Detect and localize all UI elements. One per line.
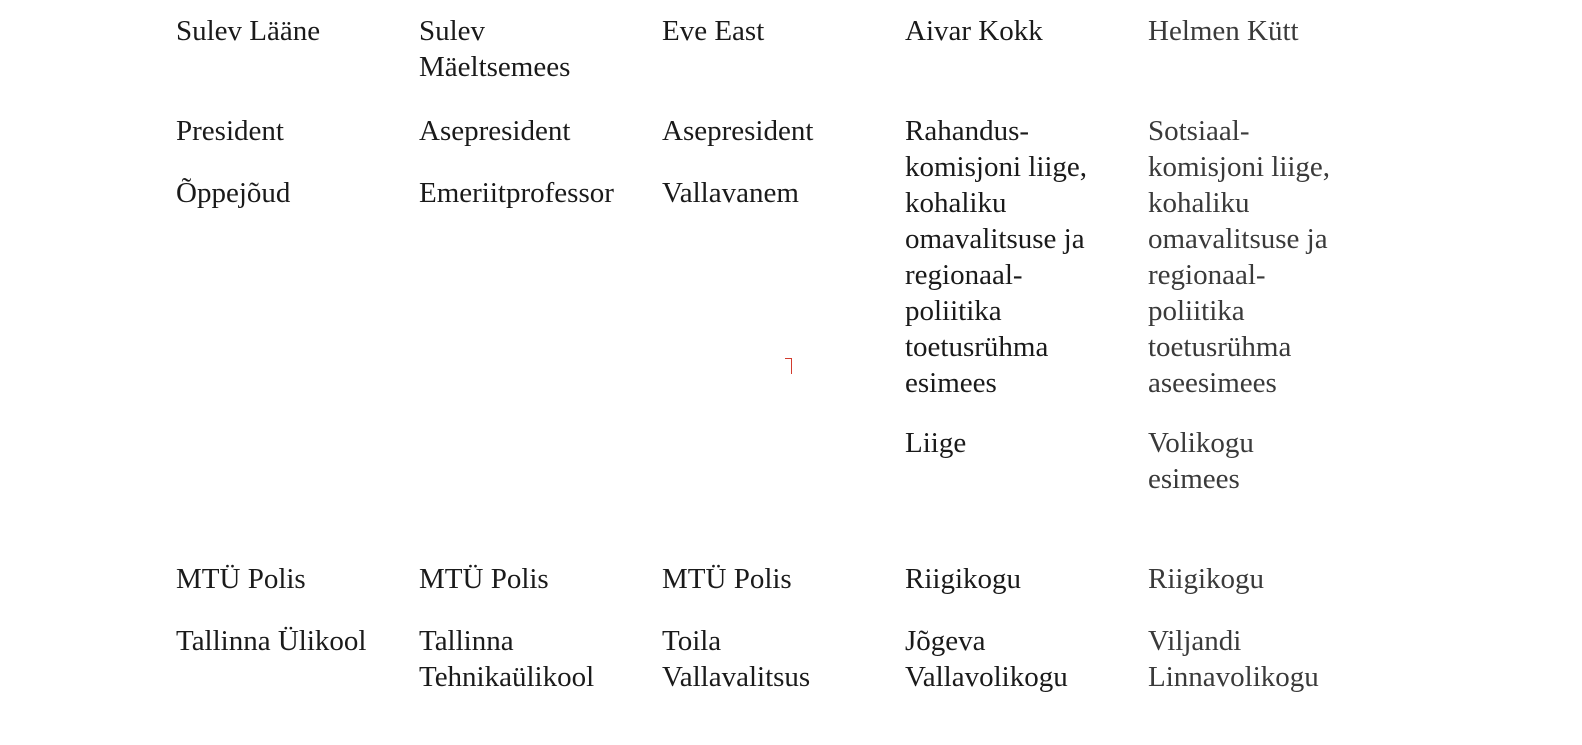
- person-organization: Riigikogu: [1148, 563, 1265, 595]
- person-council-role: Volikogu esimees: [1148, 427, 1254, 495]
- person-workplace: Tallinna Tehnikaülikool: [419, 625, 595, 693]
- person-workplace: Viljandi Linnavolikogu: [1148, 625, 1319, 693]
- person-role: Sotsiaal- komisjoni liige, kohaliku omavalitsuse ja regionaal- poliitika toetusrühma aseesimees: [1148, 115, 1331, 399]
- person-name: Sulev Lääne: [176, 15, 321, 47]
- person-organization: MTÜ Polis: [176, 563, 306, 595]
- text-cursor-marker: [785, 358, 792, 374]
- person-name: Eve East: [662, 15, 765, 47]
- person-workplace: Jõgeva Vallavolikogu: [905, 625, 1068, 693]
- person-occupation: Emeriitprofessor: [419, 177, 614, 209]
- person-role: President: [176, 115, 284, 147]
- person-role: Asepresident: [419, 115, 571, 147]
- person-organization: Riigikogu: [905, 563, 1022, 595]
- person-name: Sulev Mäeltsemees: [419, 15, 571, 83]
- person-council-role: Liige: [905, 427, 967, 459]
- person-occupation: Vallavanem: [662, 177, 799, 209]
- person-organization: MTÜ Polis: [662, 563, 792, 595]
- person-workplace: Toila Vallavalitsus: [662, 625, 811, 693]
- person-role: Rahandus- komisjoni liige, kohaliku omavalitsuse ja regionaal- poliitika toetusrühma esimees: [905, 115, 1088, 399]
- person-name: Helmen Kütt: [1148, 15, 1299, 47]
- person-organization: MTÜ Polis: [419, 563, 549, 595]
- person-name: Aivar Kokk: [905, 15, 1043, 47]
- person-occupation: Õppejõud: [176, 177, 291, 209]
- person-workplace: Tallinna Ülikool: [176, 625, 367, 657]
- person-role: Asepresident: [662, 115, 814, 147]
